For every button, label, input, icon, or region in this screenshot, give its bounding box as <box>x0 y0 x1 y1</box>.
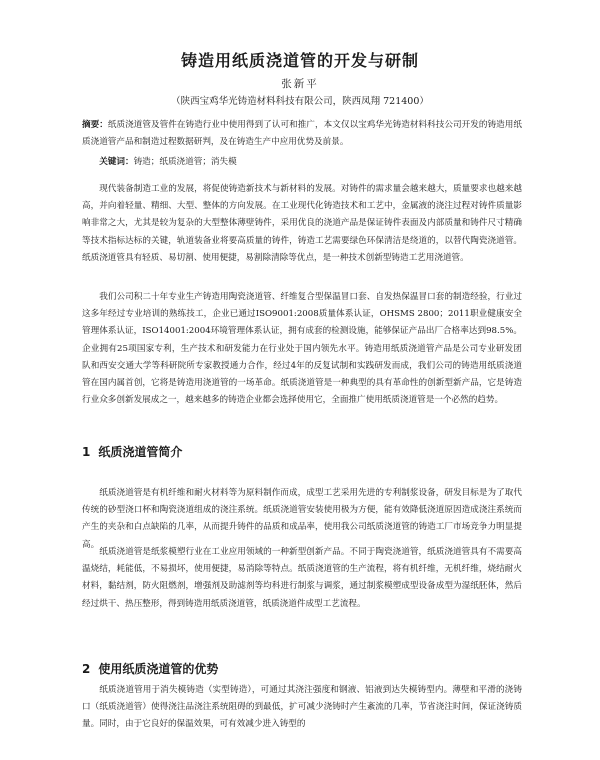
abstract-text: 纸质浇道管及管件在铸造行业中使用得到了认可和推广，本文仅以宝鸡华光铸造材料科技公司开发的铸造用纸质浇道管产品和制造过程数据研判，及在铸造生产中应用优势及前景。 <box>82 120 522 148</box>
abstract-label: 摘要： <box>82 120 108 130</box>
section-number: 2 <box>82 662 91 676</box>
author-affiliation: （陕西宝鸡华光铸造材料科技有限公司，陕西凤翔 721400） <box>171 96 429 107</box>
keywords-text: 铸造；纸质浇道管；消失模 <box>133 157 237 167</box>
keywords <box>82 154 522 171</box>
section-paragraph: 纸质浇道管是有机纤维和耐火材料等为原料制作而成，成型工艺采用先进的专利制浆设备，研发目标是为了取代传统的砂型浇口杯和陶瓷浇道组成的浇注系统。纸质浇道管安装使用极为方便，能有效降低浇道原因造成浇注系统而产生的夹杂和白点缺陷的几率，从而提升铸件的品质和成品率，使用我公司纸质浇道管的铸造工厂市场竞争力明显提高。 <box>82 488 522 550</box>
section-title: 使用纸质浇道管的优势 <box>98 662 219 676</box>
section-paragraph: 纸质浇道管用于消失模铸造（实型铸造），可通过其浇注强度和钢液、铝液到达失模铸型内。薄壁和平滑的浇铸口（纸质浇道管）使得浇注品浇注系统阻碍的到最低，扩可减少浇铸时产生紊流的几率，节省浇注时间，保证浇铸质量。同时，由于它良好的保温效果，可有效减少进入铸型的 <box>82 685 522 730</box>
section-heading <box>82 660 522 677</box>
abstract <box>82 117 522 151</box>
intro-paragraph: 我们公司积二十年专业生产铸造用陶瓷浇道管、纤维复合型保温冒口套、自发热保温冒口套的制造经验，行业过这多年经过专业培训的熟练技工，企业已通过ISO9001:2008质量体系认证，OHSMS 2800；2011职业健康安全管理体系认证，ISO14001:2004环境管理体系认证，拥有成套的检测设施，能够保证产品出厂合格率达到98.5%。企业拥有25项国家专利，生产技术和研发能力在行业处于国内领先水平。铸造用纸质浇道管产品是公司专业研发团队和西安交通大学等科研院所专家教授通力合作，经过4年的反复试制和实践研发而成，我们公司的铸造用纸质浇道管在国内属首创，它将是铸造用浇道管的一场革命。纸质浇道管是一种典型的具有革命性的创新型新产品，它是铸造行业众多创新发展成之一，越来越多的铸造企业都会选择使用它，全面推广使用纸质浇道管是一个必然的趋势。 <box>82 292 522 406</box>
section-heading <box>82 443 522 460</box>
intro-paragraph: 现代装备制造工业的发展，将促使铸造新技术与新材料的发展。对铸件的需求量会越来越大，质量要求也越来越高，并向着轻量、精细、大型、整体的方向发展。在工业现代化铸造技术和工艺中，金属液的浇注过程对铸件质量影响非常之大，尤其是较为复杂的大型整体薄壁铸件，采用优良的浇道产品是保证铸件表面及内部质量和铸件尺寸精确等技术指标达标的关键，轨道装备业将要高质量的铸件，铸造工艺需要绿色环保清洁是绕道的，以替代陶瓷浇道管。纸质浇道管具有轻质、易切割、使用便捷，易割除清除等优点，是一种技术创新型铸造工艺用浇道管。 <box>82 184 522 263</box>
keywords-label: 关键词： <box>99 157 134 167</box>
paper-title: 铸造用纸质浇道管的开发与研制 <box>180 51 419 70</box>
author-name: 张新平 <box>281 78 319 90</box>
section-title: 纸质浇道管简介 <box>98 445 183 459</box>
section-number: 1 <box>82 445 91 459</box>
section-paragraph: 纸质浇道管是纸浆模塑行业在工业应用领域的一种新型创新产品。不同于陶瓷浇道管，纸质浇道管具有不需要高温烧结，耗能低，不易损坏，使用便捷，易消除等特点。纸质浇道管的生产流程，将有机纤维，无机纤维，烧结耐火材料，黏结剂，防火阻燃剂，增强剂及助滤剂等均科进行制浆与调浆，通过制浆模塑成型设备成型为湿纸胚体，然后经过烘干、热压整形，得到铸造用纸质浇道管，纸质浇道件成型工艺流程。 <box>82 547 522 609</box>
